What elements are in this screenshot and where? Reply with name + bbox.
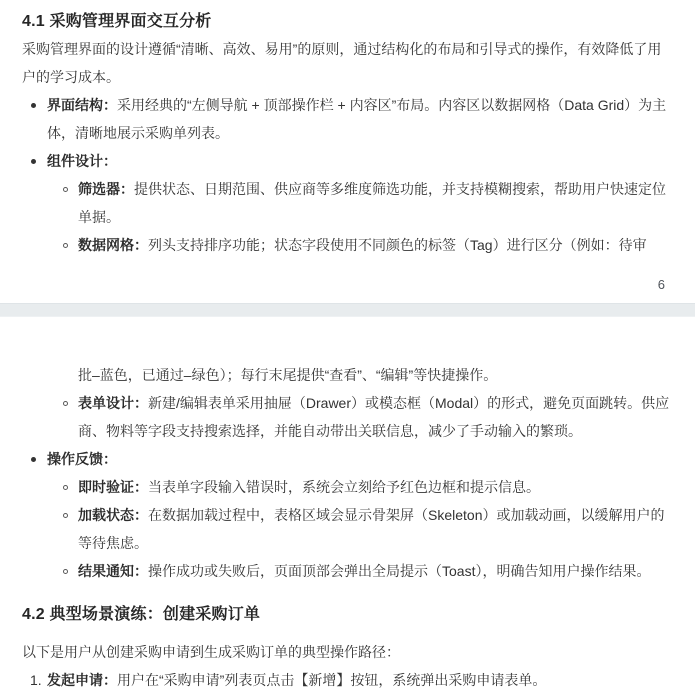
list-item-label: 界面结构： <box>47 97 117 113</box>
sub-item-label: 数据网格： <box>78 237 148 253</box>
sub-item-label: 即时验证： <box>78 479 148 495</box>
sub-item-text: 提供状态、日期范围、供应商等多维度筛选功能，并支持模糊搜索，帮助用户快速定位单据。 <box>78 181 666 225</box>
disc-bullet-icon <box>31 159 36 164</box>
numbered-step-1 <box>22 666 672 694</box>
sub-item-filter <box>22 175 672 231</box>
section-4-2-intro: 以下是用户从创建采购申请到生成采购订单的典型操作路径： <box>22 644 400 660</box>
circle-bullet-icon <box>63 243 68 248</box>
sub-item-loading-state <box>22 501 672 557</box>
sub-item-text: 列头支持排序功能；状态字段使用不同颜色的标签（Tag）进行区分（例如：待审 <box>148 237 647 253</box>
sub-item-result-notification <box>22 557 672 585</box>
sub-item-data-grid <box>22 231 672 259</box>
sub-item-text: 新建/编辑表单采用抽屉（Drawer）或模态框（Modal）的形式，避免页面跳转。供应商、物料等字段支持搜索选择，并能自动带出关联信息，减少了手动输入的繁琐。 <box>78 395 670 439</box>
circle-bullet-icon <box>63 187 68 192</box>
list-item-operation-feedback <box>22 445 672 473</box>
sub-item-form-design <box>22 389 672 445</box>
circle-bullet-icon <box>63 401 68 406</box>
circle-bullet-icon <box>63 513 68 518</box>
circle-bullet-icon <box>63 485 68 490</box>
sub-item-label: 表单设计： <box>78 395 148 411</box>
sub-item-text: 在数据加载过程中，表格区域会显示骨架屏（Skeleton）或加载动画，以缓解用户的等待焦虑。 <box>78 507 665 551</box>
step-number: 1. <box>30 672 42 688</box>
circle-bullet-icon <box>63 569 68 574</box>
section-4-2-heading: 4.2 典型场景演练：创建采购订单 <box>22 606 261 623</box>
list-item-text: 采用经典的“左侧导航 + 顶部操作栏 + 内容区”布局。内容区以数据网格（Data Grid）为主体，清晰地展示采购单列表。 <box>47 97 667 141</box>
list-item-label: 操作反馈： <box>47 451 117 467</box>
list-item-interface-structure <box>22 91 672 147</box>
sub-item-text: 操作成功或失败后，页面顶部会弹出全局提示（Toast），明确告知用户操作结果。 <box>148 563 651 579</box>
disc-bullet-icon <box>31 103 36 108</box>
list-item-label: 组件设计： <box>47 153 117 169</box>
list-item-component-design <box>22 147 672 175</box>
page-footer <box>658 276 665 293</box>
sub-item-instant-validation <box>22 473 672 501</box>
section-4-1-intro: 采购管理界面的设计遵循“清晰、高效、易用”的原则，通过结构化的布局和引导式的操作，有效降低了用户的学习成本。 <box>22 41 662 85</box>
page-1 <box>0 0 695 303</box>
page-2 <box>0 317 695 694</box>
sub-item-label: 结果通知： <box>78 563 148 579</box>
sub-item-text: 当表单字段输入错误时，系统会立刻给予红色边框和提示信息。 <box>148 479 540 495</box>
page-number: 6 <box>657 277 665 292</box>
disc-bullet-icon <box>31 457 36 462</box>
step-text: 用户在“采购申请”列表页点击【新增】按钮，系统弹出采购申请表单。 <box>117 672 547 688</box>
sub-item-label: 加载状态： <box>78 507 148 523</box>
sub-item-label: 筛选器： <box>78 181 134 197</box>
sub-item-data-grid-continuation: 批–蓝色，已通过–绿色）；每行末尾提供“查看”、“编辑”等快捷操作。 <box>78 367 498 383</box>
step-label: 发起申请： <box>47 672 117 688</box>
page-break-gap <box>0 303 695 317</box>
section-4-1-heading: 4.1 采购管理界面交互分析 <box>22 13 212 30</box>
